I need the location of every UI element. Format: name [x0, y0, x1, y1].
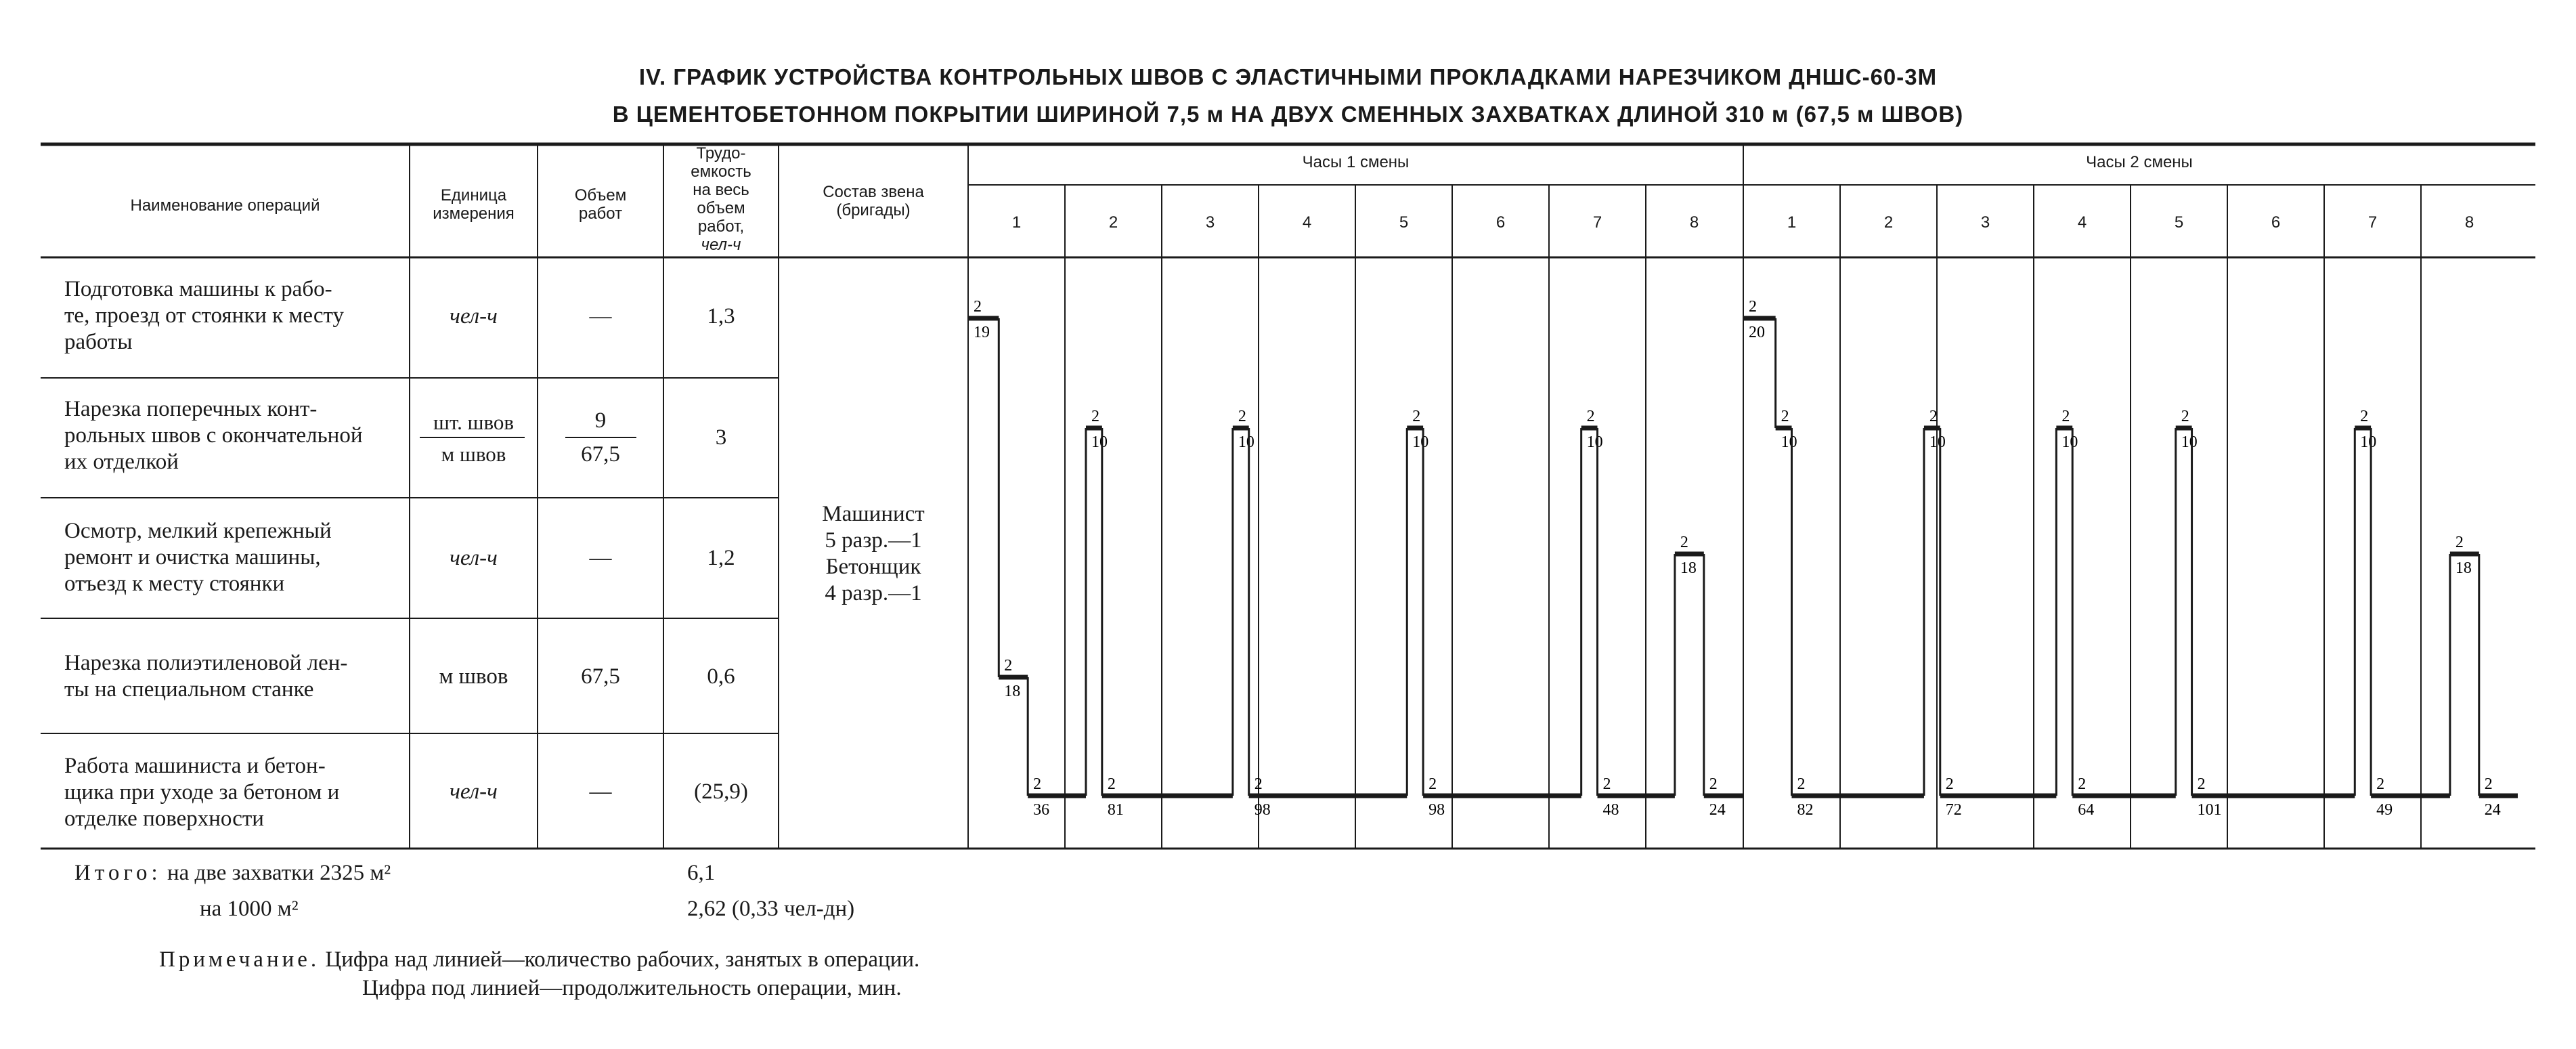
- hour-label-shift1-1: 1: [1011, 213, 1022, 232]
- totals-value-2-extra: (0,33 чел-дн): [732, 897, 855, 921]
- crew-line-3: Бетонщик: [825, 555, 921, 579]
- gantt-duration-label: 10: [1586, 433, 1603, 451]
- volume-row-5: —: [589, 779, 612, 804]
- labor-row-5: (25,9): [694, 779, 748, 804]
- gantt-workers-label: 2: [1680, 534, 1688, 551]
- note-text-1: Цифра над линией—количество рабочих, занятых в операции.: [325, 947, 920, 972]
- gantt-duration-label: 18: [1004, 683, 1021, 700]
- gantt-workers-label: 2: [2455, 534, 2464, 551]
- labor-row-4: 0,6: [707, 664, 735, 689]
- volume-row-2-bottom: 67,5: [581, 442, 620, 467]
- operation-name-5-line-3: отделке поверхности: [64, 807, 264, 831]
- hour-label-shift2-8: 8: [2464, 213, 2474, 232]
- gantt-duration-label: 18: [1680, 559, 1697, 577]
- gantt-workers-label: 2: [2360, 408, 2369, 425]
- gantt-workers-label: 2: [2376, 775, 2385, 793]
- gantt-duration-label: 36: [1033, 801, 1050, 819]
- page-title-line-2: В ЦЕМЕНТОБЕТОННОМ ПОКРЫТИИ ШИРИНОЙ 7,5 м НА ДВУХ СМЕННЫХ ЗАХВАТКАХ ДЛИНОЙ 310 м (67,5 м ШВОВ): [612, 102, 1964, 127]
- hour-label-shift2-4: 4: [2077, 213, 2087, 232]
- gantt-workers-label: 2: [1091, 408, 1099, 425]
- header-shift-2: Часы 2 смены: [2086, 153, 2193, 171]
- labor-row-1: 1,3: [707, 304, 735, 328]
- labor-row-2: 3: [715, 425, 727, 450]
- header-unit-line-2: измерения: [433, 205, 515, 223]
- header-volume-line-2: работ: [578, 205, 623, 223]
- note-line-2: Цифра под линией—продолжительность операции, мин.: [362, 976, 902, 1000]
- header-labor-line-3: на весь: [693, 181, 749, 199]
- gantt-workers-label: 2: [1797, 775, 1806, 793]
- unit-row-3: чел-ч: [450, 546, 498, 570]
- operation-name-3-line-2: ремонт и очистка машины,: [64, 545, 321, 570]
- header-labor-line-2: емкость: [691, 163, 751, 181]
- operation-name-4-line-1: Нарезка полиэтиленовой лен-: [64, 651, 348, 675]
- gantt-workers-label: 2: [1602, 775, 1611, 793]
- gantt-workers-label: 2: [1238, 408, 1246, 425]
- gantt-workers-label: 2: [1781, 408, 1789, 425]
- hour-label-shift2-3: 3: [1980, 213, 1990, 232]
- gantt-workers-label: 2: [2061, 408, 2070, 425]
- hour-label-shift1-6: 6: [1496, 213, 1506, 232]
- header-crew-line-2: (бригады): [836, 201, 911, 219]
- gantt-duration-label: 98: [1254, 801, 1271, 819]
- gantt-workers-label: 2: [1033, 775, 1042, 793]
- crew-line-1: Машинист: [822, 502, 925, 526]
- gantt-duration-label: 98: [1428, 801, 1445, 819]
- gantt-workers-label: 2: [1709, 775, 1718, 793]
- hour-label-shift2-7: 7: [2367, 213, 2378, 232]
- gantt-workers-label: 2: [1107, 775, 1116, 793]
- crew-line-2: 5 разр.—1: [825, 528, 922, 553]
- gantt-duration-label: 24: [2484, 801, 2501, 819]
- hour-label-shift2-5: 5: [2174, 213, 2184, 232]
- gantt-workers-label: 2: [2484, 775, 2493, 793]
- unit-row-1: чел-ч: [450, 304, 498, 328]
- gantt-workers-label: 2: [1004, 657, 1013, 675]
- totals-line-2: на 1000 м²: [200, 897, 299, 921]
- gantt-duration-label: 10: [1091, 433, 1108, 451]
- note-label: Примечание.: [159, 947, 320, 972]
- header-labor-line-5: работ,: [697, 217, 745, 236]
- gantt-duration-label: 64: [2078, 801, 2095, 819]
- header-shift-1: Часы 1 смены: [1302, 153, 1410, 171]
- operation-name-5-line-2: щика при уходе за бетоном и: [64, 780, 340, 805]
- header-operation: Наименование операций: [130, 196, 320, 215]
- gantt-duration-label: 20: [1749, 324, 1765, 341]
- header-unit-line-1: Единица: [440, 186, 507, 205]
- operation-name-3-line-1: Осмотр, мелкий крепежный: [64, 519, 332, 543]
- volume-row-2-top: 9: [594, 408, 607, 433]
- note-line-1: [159, 947, 919, 973]
- operation-name-3-line-3: отъезд к месту стоянки: [64, 572, 285, 596]
- operation-name-1-line-2: те, проезд от стоянки к месту: [64, 303, 344, 328]
- gantt-workers-label: 2: [2078, 775, 2087, 793]
- gantt-workers-label: 2: [1428, 775, 1437, 793]
- unit-row-5: чел-ч: [450, 779, 498, 804]
- gantt-workers-label: 2: [2181, 408, 2189, 425]
- crew-line-4: 4 разр.—1: [825, 581, 922, 605]
- unit-row-4: м швов: [439, 664, 508, 689]
- totals-value-1: 6,1: [687, 861, 716, 885]
- hour-label-shift2-1: 1: [1787, 213, 1797, 232]
- hour-label-shift1-2: 2: [1108, 213, 1118, 232]
- gantt-duration-label: 19: [974, 324, 990, 341]
- totals-label-text: Итого:: [74, 861, 162, 885]
- header-volume-line-1: Объем: [574, 186, 627, 205]
- gantt-duration-label: 18: [2455, 559, 2472, 577]
- hour-label-shift1-8: 8: [1689, 213, 1699, 232]
- gantt-workers-label: 2: [1945, 775, 1954, 793]
- gantt-duration-label: 10: [1238, 433, 1254, 451]
- volume-row-4: 67,5: [581, 664, 620, 689]
- unit-row-2-bottom: м швов: [441, 442, 506, 466]
- header-labor-line-1: Трудо-: [696, 144, 746, 163]
- gantt-duration-label: 81: [1107, 801, 1124, 819]
- gantt-duration-label: 10: [2061, 433, 2078, 451]
- gantt-duration-label: 72: [1945, 801, 1962, 819]
- gantt-workers-label: 2: [2197, 775, 2206, 793]
- gantt-workers-label: 2: [1254, 775, 1263, 793]
- gantt-duration-label: 48: [1602, 801, 1619, 819]
- totals-value-2: [687, 896, 854, 922]
- gantt-duration-label: 49: [2376, 801, 2393, 819]
- hour-label-shift1-7: 7: [1592, 213, 1602, 232]
- header-labor-line-4: объем: [697, 199, 745, 217]
- totals-value-2-main: 2,62: [687, 897, 726, 921]
- gantt-duration-label: 82: [1797, 801, 1814, 819]
- hour-label-shift2-2: 2: [1883, 213, 1894, 232]
- page-title-line-1: IV. ГРАФИК УСТРОЙСТВА КОНТРОЛЬНЫХ ШВОВ С ЭЛАСТИЧНЫМИ ПРОКЛАДКАМИ НАРЕЗЧИКОМ ДНШС-60-3М: [638, 64, 1938, 89]
- operation-name-2-line-2: рольных швов с окончательной: [64, 423, 363, 448]
- gantt-workers-label: 2: [1586, 408, 1595, 425]
- totals-line-1: на две захватки 2325 м²: [167, 861, 391, 885]
- gantt-workers-label: 2: [1749, 298, 1757, 316]
- totals-label: [74, 860, 391, 886]
- header-labor-line-6: чел-ч: [701, 236, 741, 254]
- operation-name-1-line-3: работы: [64, 330, 133, 354]
- gantt-duration-label: 10: [2360, 433, 2377, 451]
- operation-name-2-line-1: Нарезка поперечных конт-: [64, 397, 318, 421]
- labor-row-3: 1,2: [707, 546, 735, 570]
- gantt-workers-label: 2: [1412, 408, 1421, 425]
- volume-row-1: —: [589, 304, 612, 328]
- gantt-duration-label: 24: [1709, 801, 1726, 819]
- header-crew-line-1: Состав звена: [823, 183, 924, 201]
- gantt-duration-label: 101: [2197, 801, 2222, 819]
- hour-label-shift2-6: 6: [2271, 213, 2281, 232]
- volume-row-3: —: [589, 546, 612, 570]
- operation-name-1-line-1: Подготовка машины к рабо-: [64, 277, 332, 301]
- unit-row-2-top: шт. швов: [433, 410, 515, 434]
- operation-name-4-line-2: ты на специальном станке: [64, 677, 314, 702]
- gantt-duration-label: 10: [1412, 433, 1429, 451]
- gantt-duration-label: 10: [1781, 433, 1797, 451]
- hour-label-shift1-3: 3: [1205, 213, 1215, 232]
- hour-label-shift1-5: 5: [1399, 213, 1409, 232]
- gantt-workers-label: 2: [974, 298, 982, 316]
- operation-name-2-line-3: их отделкой: [64, 450, 179, 474]
- gantt-duration-label: 10: [1929, 433, 1946, 451]
- hour-label-shift1-4: 4: [1302, 213, 1312, 232]
- gantt-workers-label: 2: [1929, 408, 1938, 425]
- operation-name-5-line-1: Работа машиниста и бетон-: [64, 754, 326, 778]
- gantt-duration-label: 10: [2181, 433, 2198, 451]
